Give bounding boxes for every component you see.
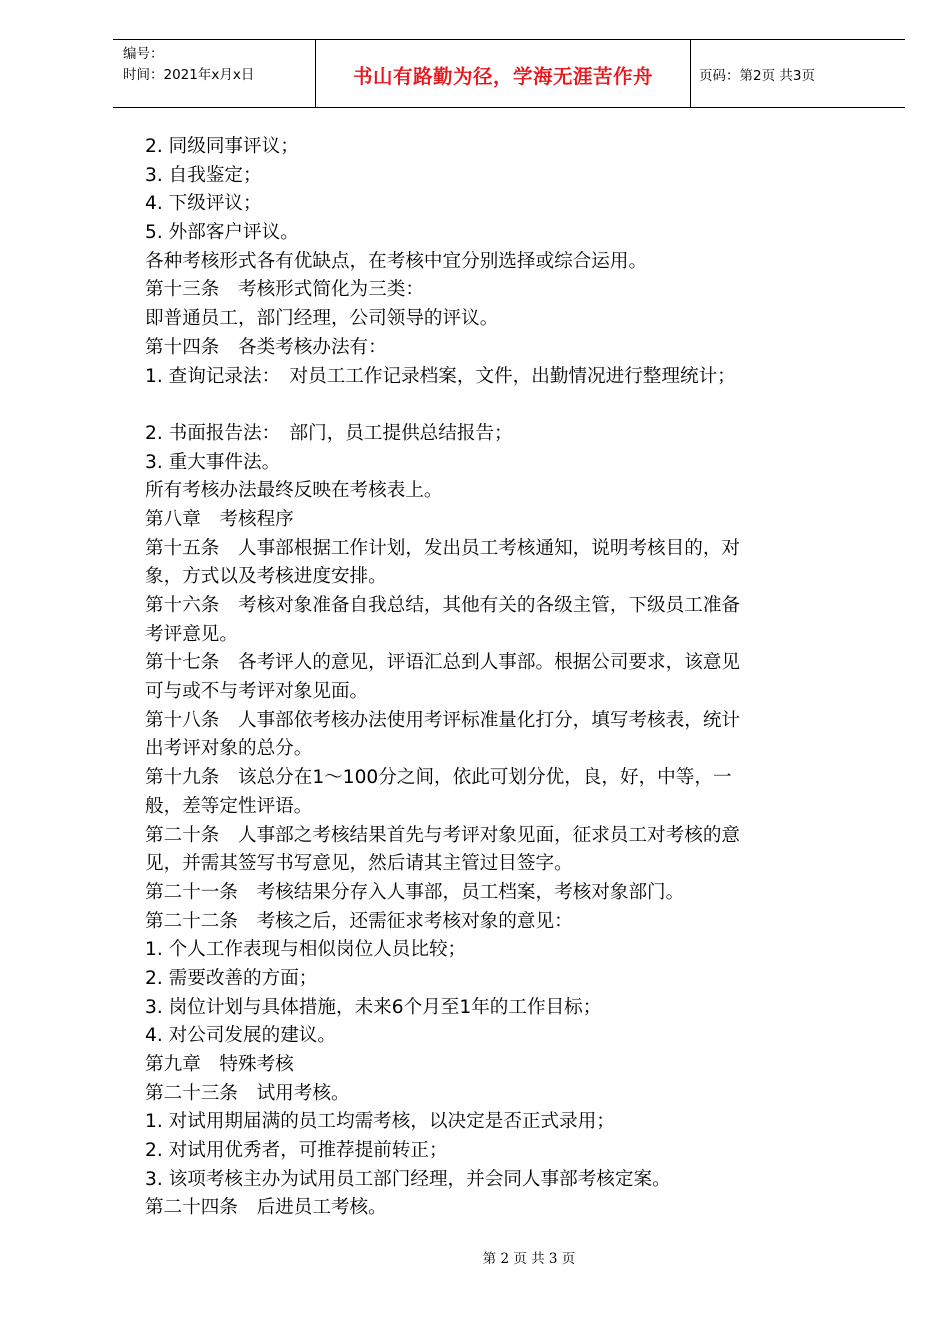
text-line: 1. 对试用期届满的员工均需考核，以决定是否正式录用； xyxy=(145,1111,615,1133)
text-line: 3. 该项考核主办为试用员工部门经理，并会同人事部考核定案。 xyxy=(145,1168,671,1190)
text-line: 第十三条 考核形式简化为三类： xyxy=(145,279,424,301)
text-line: 5. 外部客户评议。 xyxy=(145,222,299,244)
text-line: 第十九条 该总分在1～100分之间，依此可划分优，良，好，中等，一 xyxy=(145,767,732,789)
text-line: 2. 同级同事评议； xyxy=(145,136,299,157)
text-line: 1. 个人工作表现与相似岗位人员比较； xyxy=(145,939,467,961)
document-number: 编号： xyxy=(123,46,164,62)
text-line: 第九章 特殊考核 xyxy=(145,1054,294,1075)
document-date: 时间：2021年x月x日 xyxy=(123,67,255,83)
text-line: 第二十条 人事部之考核结果首先与考评对象见面，征求员工对考核的意 xyxy=(145,824,741,846)
text-line: 考评意见。 xyxy=(145,623,238,645)
header-page-number: 页码：第2页 共3页 xyxy=(699,68,815,84)
text-line: 2. 书面报告法： 部门，员工提供总结报告； xyxy=(145,422,513,444)
text-line: 3. 重大事件法。 xyxy=(145,451,281,473)
text-line: 4. 对公司发展的建议。 xyxy=(145,1025,336,1047)
blank-line xyxy=(145,391,865,420)
text-line: 第十七条 各考评人的意见，评语汇总到人事部。根据公司要求，该意见 xyxy=(145,652,741,674)
page-header xyxy=(113,39,905,108)
text-line: 第十四条 各类考核办法有： xyxy=(145,336,387,358)
text-line: 见，并需其签写书写意见，然后请其主管过目签字。 xyxy=(145,853,573,875)
text-line: 第二十四条 后进员工考核。 xyxy=(145,1197,387,1219)
page-footer: 第 2 页 共 3 页 xyxy=(482,1251,576,1267)
header-meta xyxy=(113,40,316,107)
header-motto: 书山有路勤为径，学海无涯苦作舟 xyxy=(316,40,691,107)
text-line: 2. 需要改善的方面； xyxy=(145,967,318,989)
text-line: 象，方式以及考核进度安排。 xyxy=(145,566,387,588)
text-line: 般，差等定性评语。 xyxy=(145,795,313,817)
text-line: 3. 岗位计划与具体措施，未来6个月至1年的工作目标； xyxy=(145,996,602,1018)
text-line: 第十六条 考核对象准备自我总结，其他有关的各级主管，下级员工准备 xyxy=(145,595,741,616)
text-line: 第十五条 人事部根据工作计划，发出员工考核通知，说明考核目的，对 xyxy=(145,537,741,559)
text-line: 所有考核办法最终反映在考核表上。 xyxy=(145,480,443,502)
text-line: 第二十三条 试用考核。 xyxy=(145,1082,350,1104)
text-line: 可与或不与考评对象见面。 xyxy=(145,681,369,703)
text-line: 第二十二条 考核之后，还需征求考核对象的意见： xyxy=(145,910,573,932)
text-line: 各种考核形式各有优缺点，在考核中宜分别选择或综合运用。 xyxy=(145,250,648,272)
text-line: 第二十一条 考核结果分存入人事部，员工档案，考核对象部门。 xyxy=(145,881,685,903)
document-body xyxy=(145,133,865,1223)
text-line: 4. 下级评议； xyxy=(145,193,262,215)
text-line: 3. 自我鉴定； xyxy=(145,164,262,186)
text-line: 第八章 考核程序 xyxy=(145,508,294,530)
text-line: 出考评对象的总分。 xyxy=(145,738,313,760)
text-line: 1. 查询记录法： 对员工工作记录档案，文件，出勤情况进行整理统计； xyxy=(145,365,736,387)
text-line: 第十八条 人事部依考核办法使用考评标准量化打分，填写考核表，统计 xyxy=(145,709,741,731)
text-line: 2. 对试用优秀者，可推荐提前转正； xyxy=(145,1140,448,1162)
text-line: 即普通员工，部门经理，公司领导的评议。 xyxy=(145,308,499,330)
